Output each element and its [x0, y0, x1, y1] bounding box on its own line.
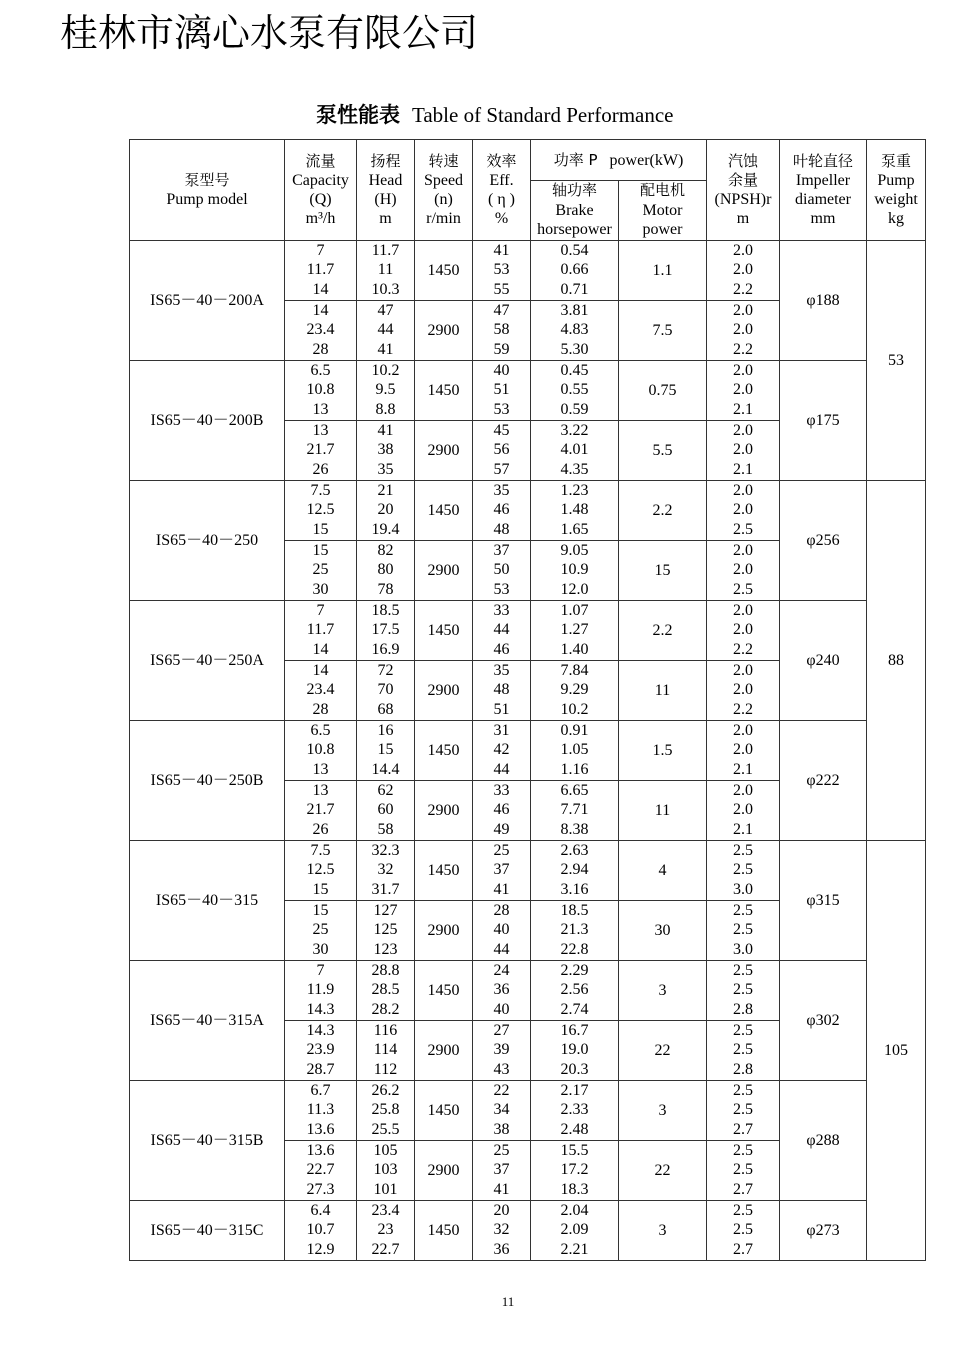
capacity-cell: 7.5 12.5 15 — [285, 480, 357, 540]
motor-power-cell: 30 — [619, 900, 707, 960]
speed-cell: 1450 — [415, 600, 473, 660]
motor-power-cell: 22 — [619, 1020, 707, 1080]
header-npsh: 汽蚀 余量 (NPSH)r m — [707, 140, 780, 241]
brake-horsepower-cell: 0.45 0.55 0.59 — [531, 360, 619, 420]
brake-horsepower-cell: 6.65 7.71 8.38 — [531, 780, 619, 840]
efficiency-cell: 25 37 41 — [473, 840, 531, 900]
table-title — [316, 100, 674, 130]
brake-horsepower-cell: 9.05 10.9 12.0 — [531, 540, 619, 600]
pump-weight-cell: 105 — [867, 840, 926, 1260]
motor-power-cell: 2.2 — [619, 480, 707, 540]
impeller-diameter-cell: φ315 — [780, 840, 867, 960]
efficiency-cell: 35 48 51 — [473, 660, 531, 720]
npsh-cell: 2.0 2.0 2.1 — [707, 360, 780, 420]
table-row — [130, 1080, 926, 1140]
impeller-diameter-cell: φ288 — [780, 1080, 867, 1200]
header-weight: 泵重 Pump weight kg — [867, 140, 926, 241]
header-head: 扬程 Head (H) m — [357, 140, 415, 241]
header-brake-horsepower: 轴功率 Brake horsepower — [531, 181, 619, 241]
header-speed: 转速 Speed (n) r/min — [415, 140, 473, 241]
brake-horsepower-cell: 0.91 1.05 1.16 — [531, 720, 619, 780]
efficiency-cell: 35 46 48 — [473, 480, 531, 540]
brake-horsepower-cell: 2.29 2.56 2.74 — [531, 960, 619, 1020]
npsh-cell: 2.5 2.5 2.7 — [707, 1080, 780, 1140]
brake-horsepower-cell: 1.23 1.48 1.65 — [531, 480, 619, 540]
head-cell: 82 80 78 — [357, 540, 415, 600]
head-cell: 21 20 19.4 — [357, 480, 415, 540]
head-cell: 105 103 101 — [357, 1140, 415, 1200]
efficiency-cell: 24 36 40 — [473, 960, 531, 1020]
pump-model-cell: IS65－40－315B — [130, 1080, 285, 1200]
pump-model-cell: IS65－40－315 — [130, 840, 285, 960]
motor-power-cell: 3 — [619, 960, 707, 1020]
speed-cell: 2900 — [415, 540, 473, 600]
capacity-cell: 14 23.4 28 — [285, 660, 357, 720]
speed-cell: 2900 — [415, 300, 473, 360]
table-row — [130, 600, 926, 660]
brake-horsepower-cell: 7.84 9.29 10.2 — [531, 660, 619, 720]
motor-power-cell: 2.2 — [619, 600, 707, 660]
motor-power-cell: 5.5 — [619, 420, 707, 480]
motor-power-cell: 1.5 — [619, 720, 707, 780]
capacity-cell: 6.4 10.7 12.9 — [285, 1200, 357, 1260]
brake-horsepower-cell: 0.54 0.66 0.71 — [531, 240, 619, 300]
efficiency-cell: 22 34 38 — [473, 1080, 531, 1140]
pump-weight-cell: 88 — [867, 480, 926, 840]
pump-model-cell: IS65－40－315A — [130, 960, 285, 1080]
motor-power-cell: 4 — [619, 840, 707, 900]
header-capacity: 流量 Capacity (Q) m³/h — [285, 140, 357, 241]
pump-model-cell: IS65－40－315C — [130, 1200, 285, 1260]
head-cell: 72 70 68 — [357, 660, 415, 720]
capacity-cell: 7.5 12.5 15 — [285, 840, 357, 900]
efficiency-cell: 25 37 41 — [473, 1140, 531, 1200]
npsh-cell: 2.0 2.0 2.2 — [707, 660, 780, 720]
table-row — [130, 240, 926, 300]
table-row — [130, 360, 926, 420]
performance-table — [129, 139, 926, 1261]
pump-model-cell: IS65－40－250 — [130, 480, 285, 600]
head-cell: 16 15 14.4 — [357, 720, 415, 780]
speed-cell: 1450 — [415, 1080, 473, 1140]
efficiency-cell: 47 58 59 — [473, 300, 531, 360]
npsh-cell: 2.5 2.5 2.7 — [707, 1200, 780, 1260]
motor-power-cell: 15 — [619, 540, 707, 600]
capacity-cell: 13 21.7 26 — [285, 780, 357, 840]
brake-horsepower-cell: 2.17 2.33 2.48 — [531, 1080, 619, 1140]
efficiency-cell: 31 42 44 — [473, 720, 531, 780]
head-cell: 11.7 11 10.3 — [357, 240, 415, 300]
head-cell: 10.2 9.5 8.8 — [357, 360, 415, 420]
motor-power-cell: 11 — [619, 780, 707, 840]
capacity-cell: 6.7 11.3 13.6 — [285, 1080, 357, 1140]
npsh-cell: 2.0 2.0 2.2 — [707, 300, 780, 360]
impeller-diameter-cell: φ302 — [780, 960, 867, 1080]
efficiency-cell: 40 51 53 — [473, 360, 531, 420]
speed-cell: 1450 — [415, 840, 473, 900]
capacity-cell: 14 23.4 28 — [285, 300, 357, 360]
head-cell: 26.2 25.8 25.5 — [357, 1080, 415, 1140]
npsh-cell: 2.0 2.0 2.2 — [707, 600, 780, 660]
motor-power-cell: 3 — [619, 1200, 707, 1260]
brake-horsepower-cell: 18.5 21.3 22.8 — [531, 900, 619, 960]
speed-cell: 2900 — [415, 660, 473, 720]
table-row — [130, 1200, 926, 1260]
header-power: 功率 P power(kW) — [531, 140, 707, 181]
company-name: 桂林市漓心水泵有限公司 — [60, 11, 479, 55]
head-cell: 41 38 35 — [357, 420, 415, 480]
npsh-cell: 2.5 2.5 2.7 — [707, 1140, 780, 1200]
speed-cell: 1450 — [415, 1200, 473, 1260]
efficiency-cell: 33 44 46 — [473, 600, 531, 660]
table-title-zh: 泵性能表 — [316, 103, 400, 127]
header-efficiency: 效率 Eff. ( η ) % — [473, 140, 531, 241]
page-number: 11 — [501, 1294, 515, 1309]
capacity-cell: 15 25 30 — [285, 540, 357, 600]
head-cell: 23.4 23 22.7 — [357, 1200, 415, 1260]
speed-cell: 2900 — [415, 780, 473, 840]
brake-horsepower-cell: 2.63 2.94 3.16 — [531, 840, 619, 900]
brake-horsepower-cell: 1.07 1.27 1.40 — [531, 600, 619, 660]
capacity-cell: 7 11.9 14.3 — [285, 960, 357, 1020]
motor-power-cell: 22 — [619, 1140, 707, 1200]
head-cell: 28.8 28.5 28.2 — [357, 960, 415, 1020]
pump-model-cell: IS65－40－200A — [130, 240, 285, 360]
brake-horsepower-cell: 3.81 4.83 5.30 — [531, 300, 619, 360]
table-title-en: Table of Standard Performance — [412, 103, 674, 127]
speed-cell: 1450 — [415, 480, 473, 540]
table-row — [130, 480, 926, 540]
npsh-cell: 2.0 2.0 2.2 — [707, 240, 780, 300]
speed-cell: 1450 — [415, 240, 473, 300]
motor-power-cell: 1.1 — [619, 240, 707, 300]
capacity-cell: 6.5 10.8 13 — [285, 360, 357, 420]
npsh-cell: 2.5 2.5 3.0 — [707, 840, 780, 900]
efficiency-cell: 41 53 55 — [473, 240, 531, 300]
speed-cell: 2900 — [415, 1140, 473, 1200]
impeller-diameter-cell: φ273 — [780, 1200, 867, 1260]
header-motor-power: 配电机 Motor power — [619, 181, 707, 241]
header-impeller: 叶轮直径 Impeller diameter mm — [780, 140, 867, 241]
head-cell: 32.3 32 31.7 — [357, 840, 415, 900]
efficiency-cell: 28 40 44 — [473, 900, 531, 960]
speed-cell: 1450 — [415, 360, 473, 420]
impeller-diameter-cell: φ222 — [780, 720, 867, 840]
npsh-cell: 2.0 2.0 2.5 — [707, 540, 780, 600]
npsh-cell: 2.0 2.0 2.1 — [707, 720, 780, 780]
npsh-cell: 2.0 2.0 2.5 — [707, 480, 780, 540]
capacity-cell: 7 11.7 14 — [285, 240, 357, 300]
speed-cell: 1450 — [415, 960, 473, 1020]
table-row — [130, 840, 926, 900]
efficiency-cell: 20 32 36 — [473, 1200, 531, 1260]
pump-weight-cell: 53 — [867, 240, 926, 480]
npsh-cell: 2.0 2.0 2.1 — [707, 780, 780, 840]
npsh-cell: 2.5 2.5 3.0 — [707, 900, 780, 960]
head-cell: 18.5 17.5 16.9 — [357, 600, 415, 660]
efficiency-cell: 37 50 53 — [473, 540, 531, 600]
capacity-cell: 14.3 23.9 28.7 — [285, 1020, 357, 1080]
pump-model-cell: IS65－40－200B — [130, 360, 285, 480]
header-model: 泵型号 Pump model — [130, 140, 285, 241]
head-cell: 116 114 112 — [357, 1020, 415, 1080]
head-cell: 47 44 41 — [357, 300, 415, 360]
capacity-cell: 6.5 10.8 13 — [285, 720, 357, 780]
pump-model-cell: IS65－40－250A — [130, 600, 285, 720]
table-row — [130, 720, 926, 780]
speed-cell: 2900 — [415, 900, 473, 960]
brake-horsepower-cell: 2.04 2.09 2.21 — [531, 1200, 619, 1260]
npsh-cell: 2.0 2.0 2.1 — [707, 420, 780, 480]
brake-horsepower-cell: 3.22 4.01 4.35 — [531, 420, 619, 480]
npsh-cell: 2.5 2.5 2.8 — [707, 1020, 780, 1080]
pump-model-cell: IS65－40－250B — [130, 720, 285, 840]
motor-power-cell: 11 — [619, 660, 707, 720]
npsh-cell: 2.5 2.5 2.8 — [707, 960, 780, 1020]
capacity-cell: 13 21.7 26 — [285, 420, 357, 480]
efficiency-cell: 45 56 57 — [473, 420, 531, 480]
head-cell: 127 125 123 — [357, 900, 415, 960]
speed-cell: 1450 — [415, 720, 473, 780]
impeller-diameter-cell: φ188 — [780, 240, 867, 360]
impeller-diameter-cell: φ175 — [780, 360, 867, 480]
capacity-cell: 15 25 30 — [285, 900, 357, 960]
impeller-diameter-cell: φ240 — [780, 600, 867, 720]
speed-cell: 2900 — [415, 1020, 473, 1080]
capacity-cell: 7 11.7 14 — [285, 600, 357, 660]
efficiency-cell: 33 46 49 — [473, 780, 531, 840]
performance-table-body — [130, 240, 926, 1260]
brake-horsepower-cell: 16.7 19.0 20.3 — [531, 1020, 619, 1080]
motor-power-cell: 7.5 — [619, 300, 707, 360]
motor-power-cell: 3 — [619, 1080, 707, 1140]
efficiency-cell: 27 39 43 — [473, 1020, 531, 1080]
motor-power-cell: 0.75 — [619, 360, 707, 420]
impeller-diameter-cell: φ256 — [780, 480, 867, 600]
speed-cell: 2900 — [415, 420, 473, 480]
head-cell: 62 60 58 — [357, 780, 415, 840]
brake-horsepower-cell: 15.5 17.2 18.3 — [531, 1140, 619, 1200]
capacity-cell: 13.6 22.7 27.3 — [285, 1140, 357, 1200]
table-row — [130, 960, 926, 1020]
